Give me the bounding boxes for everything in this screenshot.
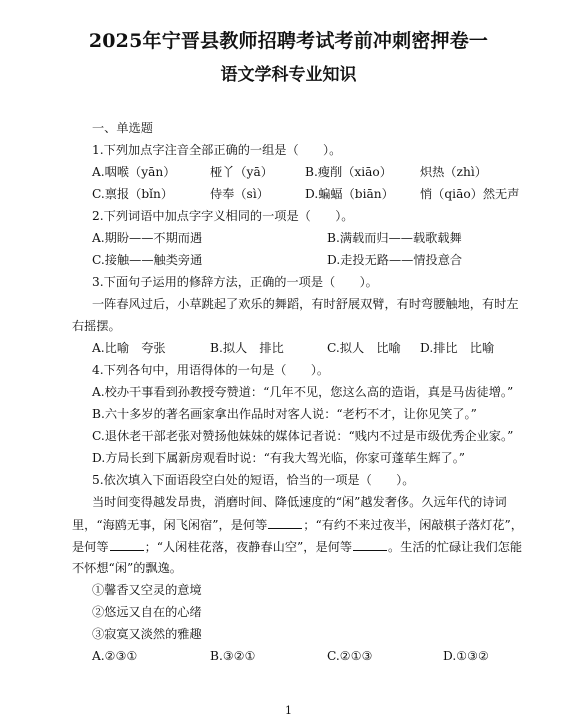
question-5-stem: 5.依次填入下面语段空白处的短语，恰当的一项是（ ）。: [92, 473, 415, 487]
q3-passage-line-1: 一阵春风过后，小草跳起了欢乐的舞蹈，有时舒展双臂，有时弯腰触地，有时左: [92, 297, 519, 311]
q4-option-c: C.退休老干部老张对赞扬他妹妹的媒体记者说：“贱内不过是市级优秀企业家。”: [92, 429, 514, 443]
q2-option-b: B.满载而归——载歌载舞: [327, 231, 462, 245]
q3-option-a: A.比喻 夸张: [92, 341, 166, 355]
q1-option-a-part2: 桠丫（yā）: [210, 165, 273, 179]
q5-passage-line-1: 当时间变得越发昂贵，消磨时间、降低速度的“闲”越发奢侈。久远年代的诗词: [92, 495, 507, 509]
page-title: 2025年宁晋县教师招聘考试考前冲刺密押卷一: [88, 30, 489, 52]
question-2-stem: 2.下列词语中加点字字义相同的一项是（ ）。: [92, 209, 354, 223]
q3-option-b: B.拟人 排比: [210, 341, 284, 355]
q1-option-b: B.瘦削（xiāo）: [305, 165, 392, 179]
q5-option-a: A.②③①: [92, 649, 138, 663]
fill-blank: [110, 539, 144, 551]
q5-passage-line-2: [72, 517, 523, 533]
q5-option-c: C.②①③: [327, 649, 373, 663]
page-subtitle: 语文学科专业知识: [220, 65, 357, 85]
q5-item-1: ①馨香又空灵的意境: [92, 583, 202, 597]
q5-passage-line-3: [72, 539, 522, 555]
q2-option-a: A.期盼——不期而遇: [92, 231, 203, 245]
q5-item-3: ③寂寞又淡然的雅趣: [92, 627, 202, 641]
q1-option-b-part2: 炽热（zhì）: [420, 165, 487, 179]
q2-option-c: C.接触——触类旁通: [92, 253, 203, 267]
q5-passage-line-4: 不怀想“闲”的飘逸。: [72, 561, 182, 575]
q5-text-segment: 。生活的忙碌让我们怎能: [388, 540, 523, 554]
fill-blank: [268, 517, 302, 529]
q1-option-d: D.蝙蝠（biān）: [305, 187, 394, 201]
q5-text-segment: ；“有约不来过夜半，闲敲棋子落灯花”，: [303, 518, 523, 532]
page-number: 1: [285, 704, 292, 717]
q1-option-c: C.禀报（bǐn）: [92, 187, 174, 201]
q1-option-c-part2: 侍奉（sì）: [210, 187, 269, 201]
q5-option-b: B.③②①: [210, 649, 256, 663]
q2-option-d: D.走投无路——情投意合: [327, 253, 463, 267]
q1-option-a: A.咽喉（yān）: [92, 165, 176, 179]
question-3-stem: 3.下面句子运用的修辞方法，正确的一项是（ ）。: [92, 275, 378, 289]
section-heading: 一、单选题: [92, 121, 153, 135]
q3-passage-line-2: 右摇摆。: [72, 319, 121, 333]
q5-option-d: D.①③②: [443, 649, 489, 663]
q5-text-segment: 里，“海鸥无事，闲飞闲宿”，是何等: [72, 518, 268, 532]
q5-text-segment: 是何等: [72, 540, 109, 554]
q4-option-d: D.方局长到下属新房观看时说：“有我大驾光临，你家可蓬荜生辉了。”: [92, 451, 466, 465]
q3-option-c: C.拟人 比喻: [327, 341, 401, 355]
question-4-stem: 4.下列各句中，用语得体的一句是（ ）。: [92, 363, 330, 377]
q3-option-d: D.排比 比喻: [420, 341, 495, 355]
q4-option-a: A.校办干事看到孙教授夸赞道：“几年不见，您这么高的造诣，真是马齿徒增。”: [92, 385, 514, 399]
q5-text-segment: ；“人闲桂花落，夜静春山空”，是何等: [144, 540, 353, 554]
q4-option-b: B.六十多岁的著名画家拿出作品时对客人说：“老朽不才，让你见笑了。”: [92, 407, 477, 421]
fill-blank: [353, 539, 387, 551]
question-1-stem: 1.下列加点字注音全部正确的一组是（ ）。: [92, 143, 342, 157]
q1-option-d-part2: 悄（qiāo）然无声: [420, 187, 520, 201]
q5-item-2: ②悠远又自在的心绪: [92, 605, 202, 619]
